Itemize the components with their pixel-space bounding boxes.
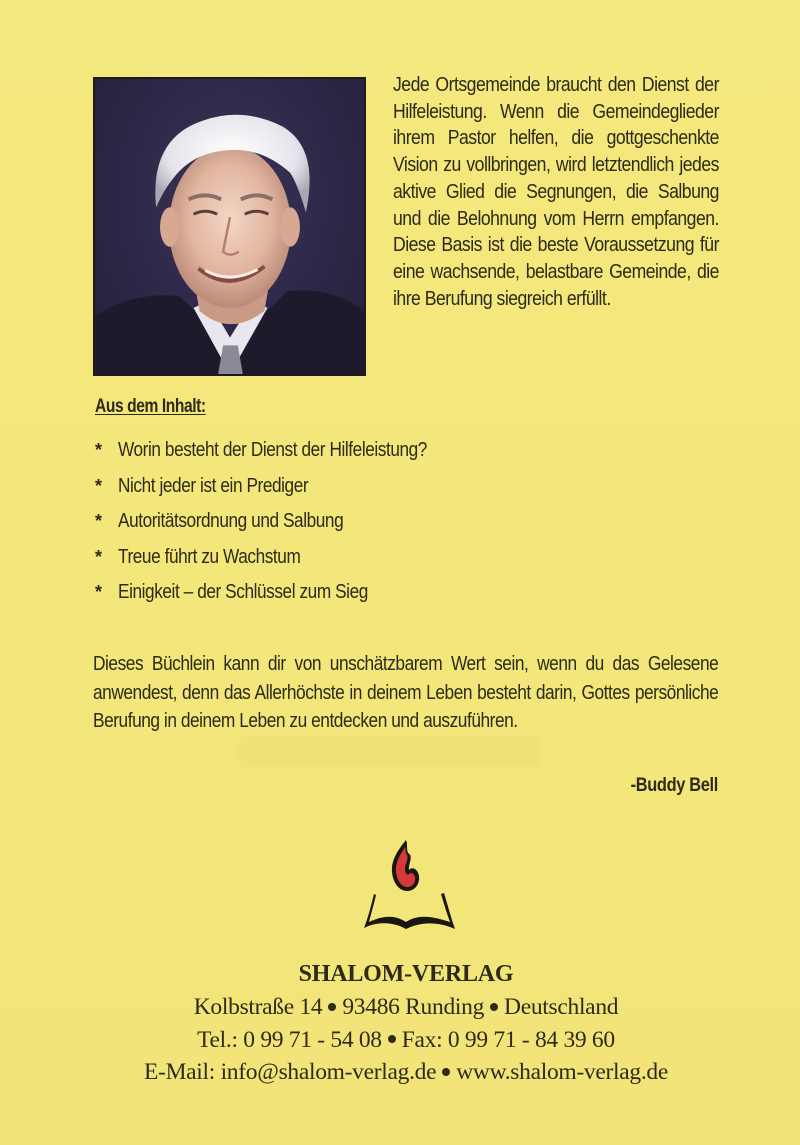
bullet-dot-icon	[490, 1003, 498, 1011]
bullet-dot-icon	[388, 1035, 396, 1043]
list-item	[95, 508, 486, 544]
contents-heading: Aus dem Inhalt:	[95, 396, 206, 417]
website: www.shalom-verlag.de	[456, 1059, 668, 1085]
bullet-dot-icon	[328, 1003, 336, 1011]
email: E-Mail: info@shalom-verlag.de	[144, 1059, 437, 1085]
list-item	[95, 544, 486, 580]
asterisk-bullet-icon: *	[95, 546, 103, 567]
publisher-block	[0, 958, 800, 1089]
print-through-shadow	[240, 738, 540, 766]
author-signature: -Buddy Bell	[630, 774, 718, 796]
list-item	[95, 473, 486, 509]
publisher-address	[0, 991, 800, 1024]
list-item-text: Worin besteht der Dienst der Hilfeleistung?	[118, 438, 427, 461]
fax: Fax: 0 99 71 - 84 39 60	[401, 1026, 615, 1053]
asterisk-bullet-icon: *	[95, 440, 103, 460]
publisher-logo	[362, 836, 458, 932]
list-item-text: Nicht jeder ist ein Prediger	[118, 473, 309, 497]
author-portrait-icon	[95, 79, 364, 374]
bullet-dot-icon	[442, 1068, 450, 1076]
phone: Tel.: 0 99 71 - 54 08	[197, 1026, 382, 1053]
flame-over-open-book-icon	[362, 836, 458, 932]
list-item-text: Autoritätsordnung und Salbung	[118, 509, 344, 532]
intro-paragraph: Jede Ortsgemeinde braucht den Dienst der Hilfeleistung. Wenn die Gemeindeglieder ihrem Pastor helfen, die gottgeschenkte Vision zu vollbringen, wird letztendlich jedes aktive Glied die Segnungen, die Salbung und die Belohnung vom Herrn empfangen. Diese Basis ist die beste Voraussetzung für eine wachsende, belastbare Gemeinde, die ihre Berufung siegreich erfüllt.	[393, 73, 719, 310]
asterisk-bullet-icon: *	[95, 511, 103, 531]
list-item-text: Einigkeit – der Schlüssel zum Sieg	[118, 580, 368, 603]
street: Kolbstraße 14	[193, 994, 323, 1020]
closing-paragraph: Dieses Büchlein kann dir von unschätzbarem Wert sein, wenn du das Gelesene anwendest, denn das Allerhöchste in deinem Leben besteht darin, Gottes persönliche Berufung in deinem Leben zu entdecken und auszuführen.	[93, 652, 719, 732]
asterisk-bullet-icon: *	[95, 475, 103, 496]
publisher-contact	[0, 1056, 800, 1089]
asterisk-bullet-icon: *	[95, 582, 103, 602]
publisher-name: SHALOM-VERLAG	[298, 961, 514, 987]
country: Deutschland	[504, 994, 619, 1020]
publisher-phone-fax	[0, 1024, 800, 1057]
list-item	[95, 579, 486, 615]
list-item-text: Treue führt zu Wachstum	[118, 544, 301, 568]
author-photo	[93, 77, 366, 376]
city: 93486 Runding	[342, 994, 485, 1020]
list-item	[95, 437, 486, 473]
contents-list	[95, 437, 486, 615]
